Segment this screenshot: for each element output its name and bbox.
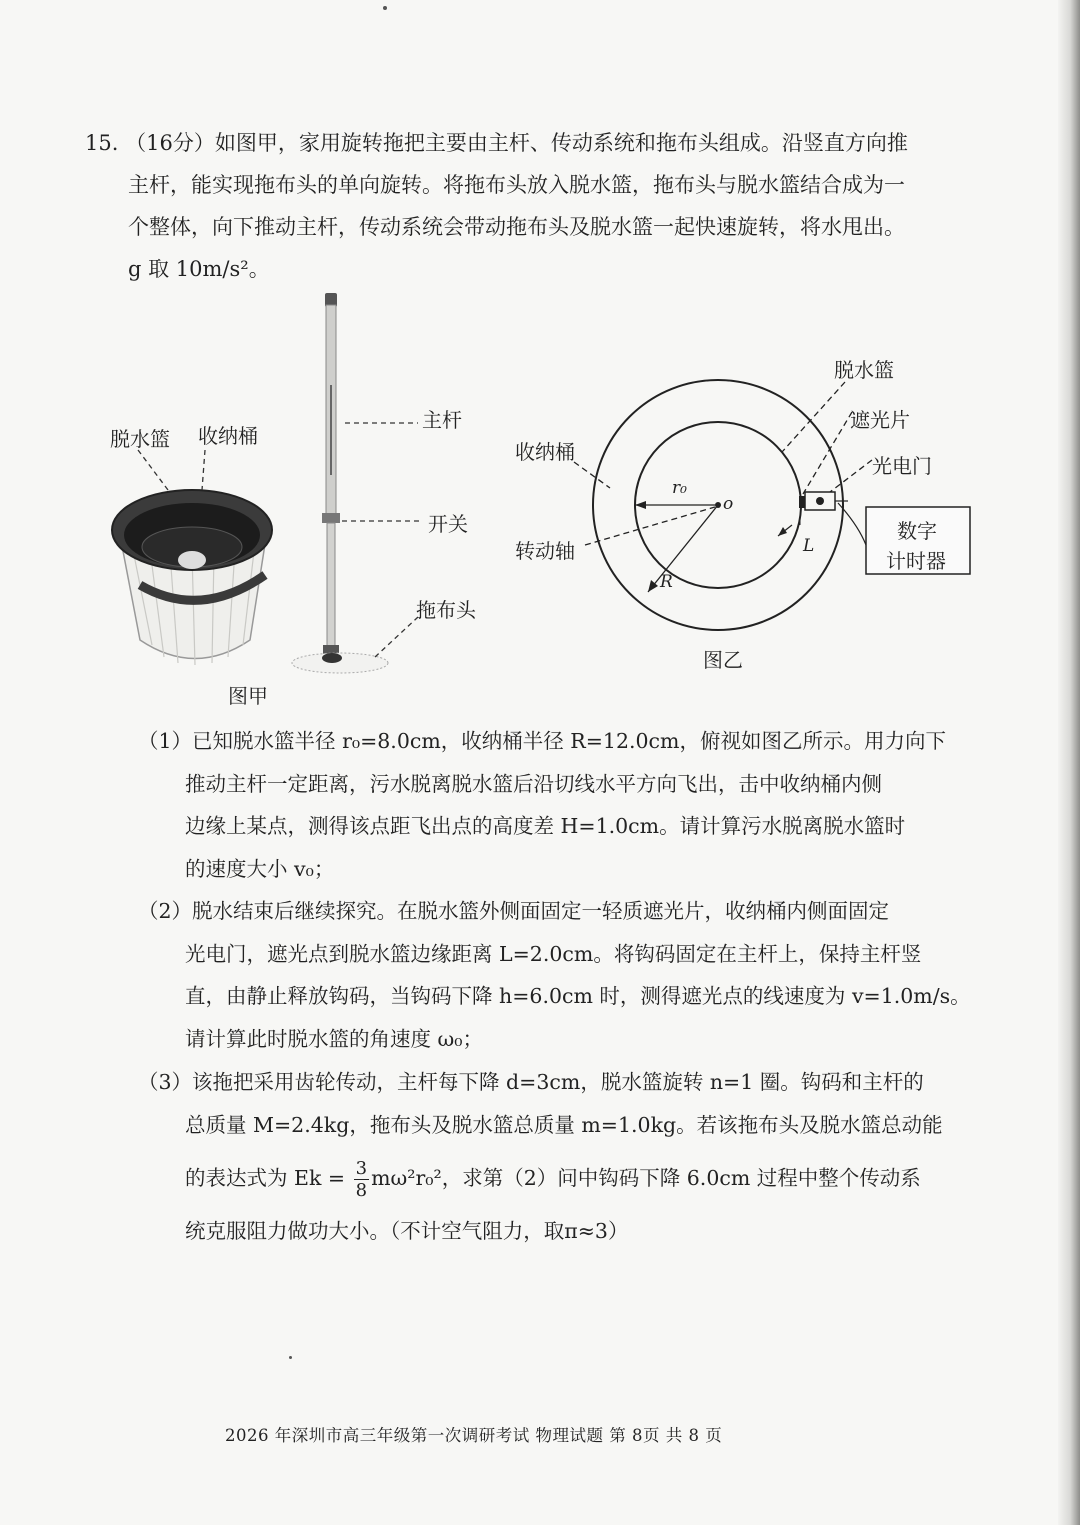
sub-question-3-line-1: 该拖把采用齿轮传动，主杆每下降 d=3cm，脱水篮旋转 n=1 圈。钩码和主杆的 bbox=[192, 1070, 924, 1094]
figure-a-caption: 图甲 bbox=[228, 684, 268, 708]
sub-question-3-line-2: 总质量 M=2.4kg，拖布头及脱水篮总质量 m=1.0kg。若该拖布头及脱水篮总动能 bbox=[185, 1112, 943, 1137]
sub-question-3-formula-line bbox=[138, 1146, 948, 1210]
question-intro-line-2: 主杆，能实现拖布头的单向旋转。将拖布头放入脱水篮，拖布头与脱水篮结合成为一 bbox=[128, 173, 905, 197]
leader-shield bbox=[803, 412, 852, 494]
label-center-o: o bbox=[723, 494, 734, 514]
sub-question-2-line-2: 光电门，遮光点到脱水篮边缘距离 L=2.0cm。将钩码固定在主杆上，保持主杆竖 bbox=[185, 941, 922, 966]
label-fig-b-bucket: 收纳桶 bbox=[515, 440, 575, 464]
label-fig-b-gate: 光电门 bbox=[872, 454, 932, 478]
sub-question-1-line-1: 已知脱水篮半径 r₀=8.0cm，收纳桶半径 R=12.0cm，俯视如图乙所示。用力向下 bbox=[192, 729, 946, 753]
label-L: L bbox=[803, 536, 815, 556]
question-intro-line-3: 个整体，向下推动主杆，传动系统会带动拖布头及脱水篮一起快速旋转，将水甩出。 bbox=[128, 215, 905, 239]
question-header bbox=[85, 122, 955, 164]
sub-question-2 bbox=[138, 890, 971, 1060]
label-fig-a-mop-head: 拖布头 bbox=[416, 598, 476, 622]
shield-strip bbox=[799, 496, 805, 508]
question-intro-line-4: g 取 10m/s²。 bbox=[128, 257, 270, 281]
label-r0: r₀ bbox=[672, 478, 687, 498]
sub-question-1-label: （1） bbox=[138, 729, 193, 753]
leader-axis bbox=[585, 507, 715, 545]
label-fig-a-rod: 主杆 bbox=[422, 408, 462, 432]
fraction-numerator: 3 bbox=[355, 1158, 368, 1179]
radius-R-line bbox=[648, 505, 718, 592]
page-edge-shadow bbox=[1058, 0, 1080, 1525]
formula-fraction bbox=[354, 1158, 369, 1201]
sub-question-3-label: （3） bbox=[138, 1070, 193, 1094]
leader-basket bbox=[138, 450, 168, 490]
question-score: （16分） bbox=[125, 131, 215, 155]
fraction-denominator: 8 bbox=[355, 1180, 368, 1201]
sub-question-2-label: （2） bbox=[138, 899, 193, 923]
label-fig-b-basket: 脱水篮 bbox=[834, 358, 894, 382]
label-fig-b-shield: 遮光片 bbox=[850, 408, 910, 432]
leader-basket-b bbox=[782, 382, 845, 452]
question-intro bbox=[128, 164, 948, 290]
question-number: 15. bbox=[85, 131, 119, 155]
label-timer-line1: 数字 bbox=[897, 519, 937, 543]
sub-question-1-line-3: 边缘上某点，测得该点距飞出点的高度差 H=1.0cm。请计算污水脱离脱水篮时 bbox=[185, 814, 906, 838]
sub-question-1-line-2: 推动主杆一定距离，污水脱离脱水篮后沿切线水平方向飞出，击中收纳桶内侧 bbox=[185, 771, 882, 796]
label-timer-line2: 计时器 bbox=[886, 549, 946, 573]
figure-b-diagram bbox=[500, 340, 980, 670]
label-R: R bbox=[660, 572, 673, 592]
bucket-image bbox=[112, 490, 272, 665]
sub-question-2-line-1: 脱水结束后继续探究。在脱水篮外侧面固定一轻质遮光片，收纳桶内侧面固定 bbox=[192, 899, 890, 923]
label-fig-a-basket: 脱水篮 bbox=[110, 427, 170, 451]
sub-question-2-line-3: 直，由静止释放钩码，当钩码下降 h=6.0cm 时，测得遮光点的线速度为 v=1.0m/s。 bbox=[185, 984, 971, 1008]
sub-question-1-line-4: 的速度大小 v₀； bbox=[185, 856, 335, 881]
page-footer: 2026 年深圳市高三年级第一次调研考试 物理试题 第 8页 共 8 页 bbox=[225, 1426, 723, 1445]
sub-question-1 bbox=[138, 720, 948, 890]
mop-image bbox=[292, 293, 388, 673]
formula-suffix: mω²r₀²，求第（2）问中钩码下降 6.0cm 过程中整个传动系 bbox=[371, 1166, 921, 1190]
sub-question-3 bbox=[138, 1061, 948, 1253]
figure-b-caption: 图乙 bbox=[703, 648, 743, 672]
question-intro-line-1: 如图甲，家用旋转拖把主要由主杆、传动系统和拖布头组成。沿竖直方向推 bbox=[214, 131, 908, 155]
sub-question-2-line-4: 请计算此时脱水篮的角速度 ω₀； bbox=[185, 1026, 483, 1051]
leader-mop-head bbox=[375, 617, 418, 657]
leader-bucket bbox=[202, 450, 205, 490]
scan-speck bbox=[383, 6, 387, 10]
label-fig-b-axis: 转动轴 bbox=[515, 539, 575, 563]
leader-bucket-b bbox=[574, 462, 610, 488]
scan-speck-2 bbox=[289, 1356, 292, 1359]
sub-question-3-last-line: 统克服阻力做功大小。（不计空气阻力，取π≈3） bbox=[185, 1219, 629, 1243]
label-fig-a-switch: 开关 bbox=[428, 512, 468, 536]
formula-prefix: 的表达式为 Ek = bbox=[185, 1166, 346, 1190]
label-fig-a-bucket: 收纳桶 bbox=[198, 424, 258, 448]
figure-a-illustration bbox=[100, 285, 520, 705]
